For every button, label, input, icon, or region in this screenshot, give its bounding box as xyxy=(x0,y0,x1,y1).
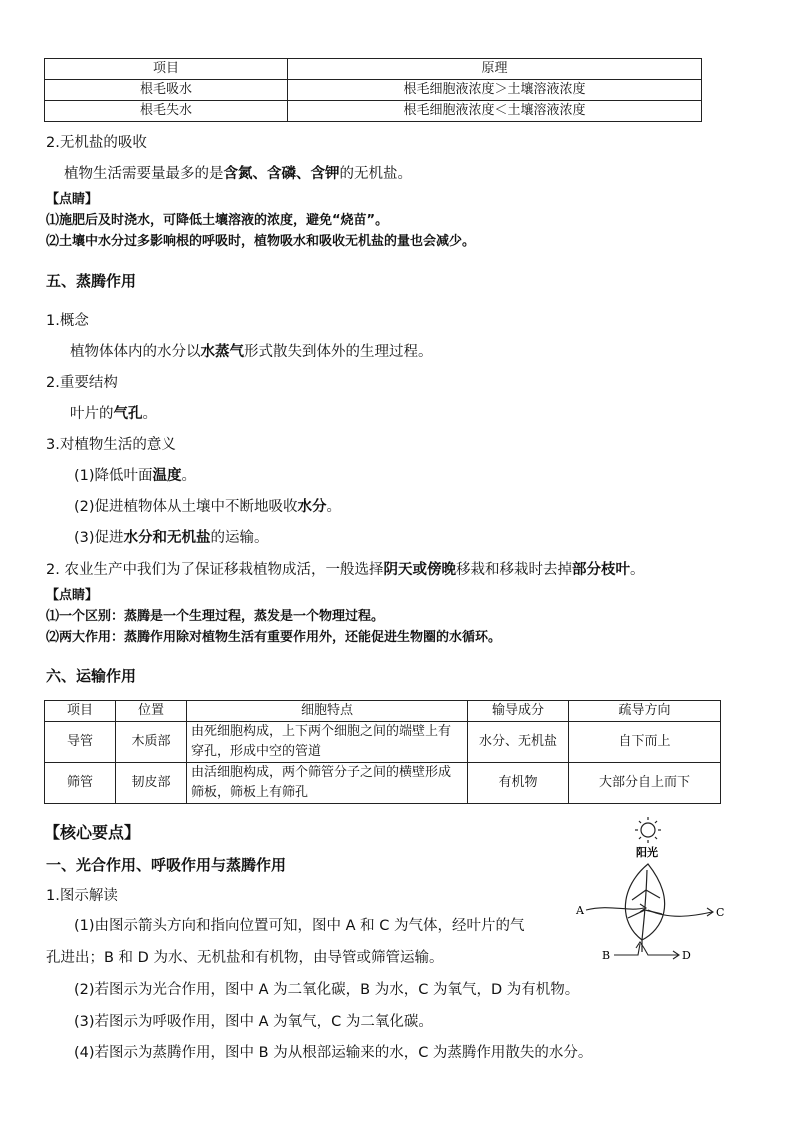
label-b: B xyxy=(602,949,611,962)
text-run: (1)降低叶面 xyxy=(74,468,153,484)
tip-line: ⑵两大作用：蒸腾作用除对植物生活有重要作用外，还能促进生物圈的水循环。 xyxy=(46,630,502,645)
arrow-b xyxy=(614,942,644,955)
bold-run: 阴天或傍晚 xyxy=(383,562,456,578)
table-cell: 水分、无机盐 xyxy=(468,722,569,763)
arrow-c xyxy=(648,908,713,916)
core-paragraph-2: (2)若图示为光合作用，图中 A 为二氧化碳，B 为水，C 为氧气，D 为有机物。 xyxy=(74,982,580,998)
table-cell: 根毛吸水 xyxy=(45,80,288,101)
bold-run: 温度 xyxy=(152,468,182,484)
tip-line: ⑴一个区别：蒸腾是一个生理过程，蒸发是一个物理过程。 xyxy=(46,609,385,624)
table-header-cell: 项目 xyxy=(45,59,288,80)
bold-run: 气孔 xyxy=(113,406,143,422)
table-cell: 根毛细胞液浓度＞土壤溶液浓度 xyxy=(288,80,702,101)
table-header-cell: 位置 xyxy=(116,701,187,722)
core-paragraph-4: (4)若图示为蒸腾作用，图中 B 为从根部运输来的水，C 为蒸腾作用散失的水分。 xyxy=(74,1045,593,1061)
section-title-salt: 2.无机盐的吸收 xyxy=(46,135,147,151)
table-row xyxy=(45,722,721,763)
leaf-shape xyxy=(625,864,664,952)
table-cell: 根毛失水 xyxy=(45,101,288,122)
table-cell: 由死细胞构成，上下两个细胞之间的端壁上有穿孔，形成中空的管道 xyxy=(187,722,468,763)
salt-paragraph xyxy=(64,164,412,184)
absorption-table xyxy=(44,58,702,122)
meaning-item-1 xyxy=(74,466,196,486)
table-row xyxy=(45,101,702,122)
text-run: (2)促进植物体从土壤中不断地吸收 xyxy=(74,499,298,515)
label-d: D xyxy=(682,949,691,962)
tip-title: 【点睛】 xyxy=(46,192,99,207)
core-subtitle: 一、光合作用、呼吸作用与蒸腾作用 xyxy=(46,856,287,874)
label-a: A xyxy=(576,904,584,917)
text-run: 。 xyxy=(326,499,342,515)
concept-title: 1.概念 xyxy=(46,313,89,329)
bold-run: 水蒸气 xyxy=(200,344,244,360)
diagram-reading-title: 1.图示解读 xyxy=(46,888,118,904)
table-header-cell: 输导成分 xyxy=(468,701,569,722)
table-header-cell: 项目 xyxy=(45,701,116,722)
text-run: 植物体体内的水分以 xyxy=(70,344,201,360)
meaning-title: 3.对植物生活的意义 xyxy=(46,437,176,453)
table-header-row xyxy=(45,59,702,80)
table-cell: 韧皮部 xyxy=(116,763,187,804)
agriculture-paragraph xyxy=(46,560,644,580)
table-header-row xyxy=(45,701,721,722)
label-c: C xyxy=(716,906,725,919)
transport-table xyxy=(44,700,721,804)
bold-run: 水分 xyxy=(297,499,327,515)
table-row xyxy=(45,763,721,804)
concept-paragraph xyxy=(70,342,433,362)
bold-run: 水分和无机盐 xyxy=(123,530,211,546)
text-run: 形式散失到体外的生理过程。 xyxy=(244,344,433,360)
text-run: 移栽和移栽时去掉 xyxy=(455,562,572,578)
table-cell: 筛管 xyxy=(45,763,116,804)
structure-title: 2.重要结构 xyxy=(46,375,118,391)
core-points-title: 【核心要点】 xyxy=(44,823,141,842)
text-run: 。 xyxy=(142,406,157,422)
text-run: 的运输。 xyxy=(210,530,269,546)
text-run: 。 xyxy=(181,468,197,484)
table-header-cell: 细胞特点 xyxy=(187,701,468,722)
table-header-cell: 疏导方向 xyxy=(569,701,721,722)
core-paragraph-1a: (1)由图示箭头方向和指向位置可知，图中 A 和 C 为气体，经叶片的气 xyxy=(74,918,525,934)
core-paragraph-3: (3)若图示为呼吸作用，图中 A 为氧气，C 为二氧化碳。 xyxy=(74,1014,433,1030)
table-cell: 有机物 xyxy=(468,763,569,804)
table-cell: 根毛细胞液浓度＜土壤溶液浓度 xyxy=(288,101,702,122)
sun-label: 阳光 xyxy=(636,846,658,859)
text-run: 2. 农业生产中我们为了保证移栽植物成活，一般选择 xyxy=(46,562,384,578)
tip-line: ⑵土壤中水分过多影响根的呼吸时，植物吸水和吸收无机盐的量也会减少。 xyxy=(46,234,476,249)
table-cell: 自下而上 xyxy=(569,722,721,763)
table-cell: 大部分自上而下 xyxy=(569,763,721,804)
text-run: (3)促进 xyxy=(74,530,124,546)
bold-run: 部分枝叶 xyxy=(571,562,630,578)
tip-line: ⑴施肥后及时浇水，可降低土壤溶液的浓度，避免“烧苗”。 xyxy=(46,213,389,228)
arrow-a xyxy=(586,904,646,912)
table-cell: 由活细胞构成，两个筛管分子之间的横壁形成筛板，筛板上有筛孔 xyxy=(187,763,468,804)
structure-paragraph xyxy=(70,404,157,424)
meaning-item-3 xyxy=(74,528,269,548)
text-run: 的无机盐。 xyxy=(339,166,412,182)
core-paragraph-1b: 孔进出；B 和 D 为水、无机盐和有机物，由导管或筛管运输。 xyxy=(46,950,444,966)
sun-icon xyxy=(635,817,661,843)
table-row xyxy=(45,80,702,101)
table-header-cell: 原理 xyxy=(288,59,702,80)
section-heading-transpiration: 五、蒸腾作用 xyxy=(46,272,137,290)
text-run: 植物生活需要量最多的是 xyxy=(64,166,224,182)
table-cell: 导管 xyxy=(45,722,116,763)
arrow-d xyxy=(644,948,679,959)
text-run: 叶片的 xyxy=(70,406,114,422)
text-run: 。 xyxy=(629,562,645,578)
meaning-item-2 xyxy=(74,497,341,517)
tip-title: 【点睛】 xyxy=(46,588,99,603)
bold-run: 含氮、含磷、含钾 xyxy=(223,166,340,182)
section-heading-transport: 六、运输作用 xyxy=(46,667,137,685)
leaf-diagram xyxy=(570,812,740,972)
table-cell: 木质部 xyxy=(116,722,187,763)
